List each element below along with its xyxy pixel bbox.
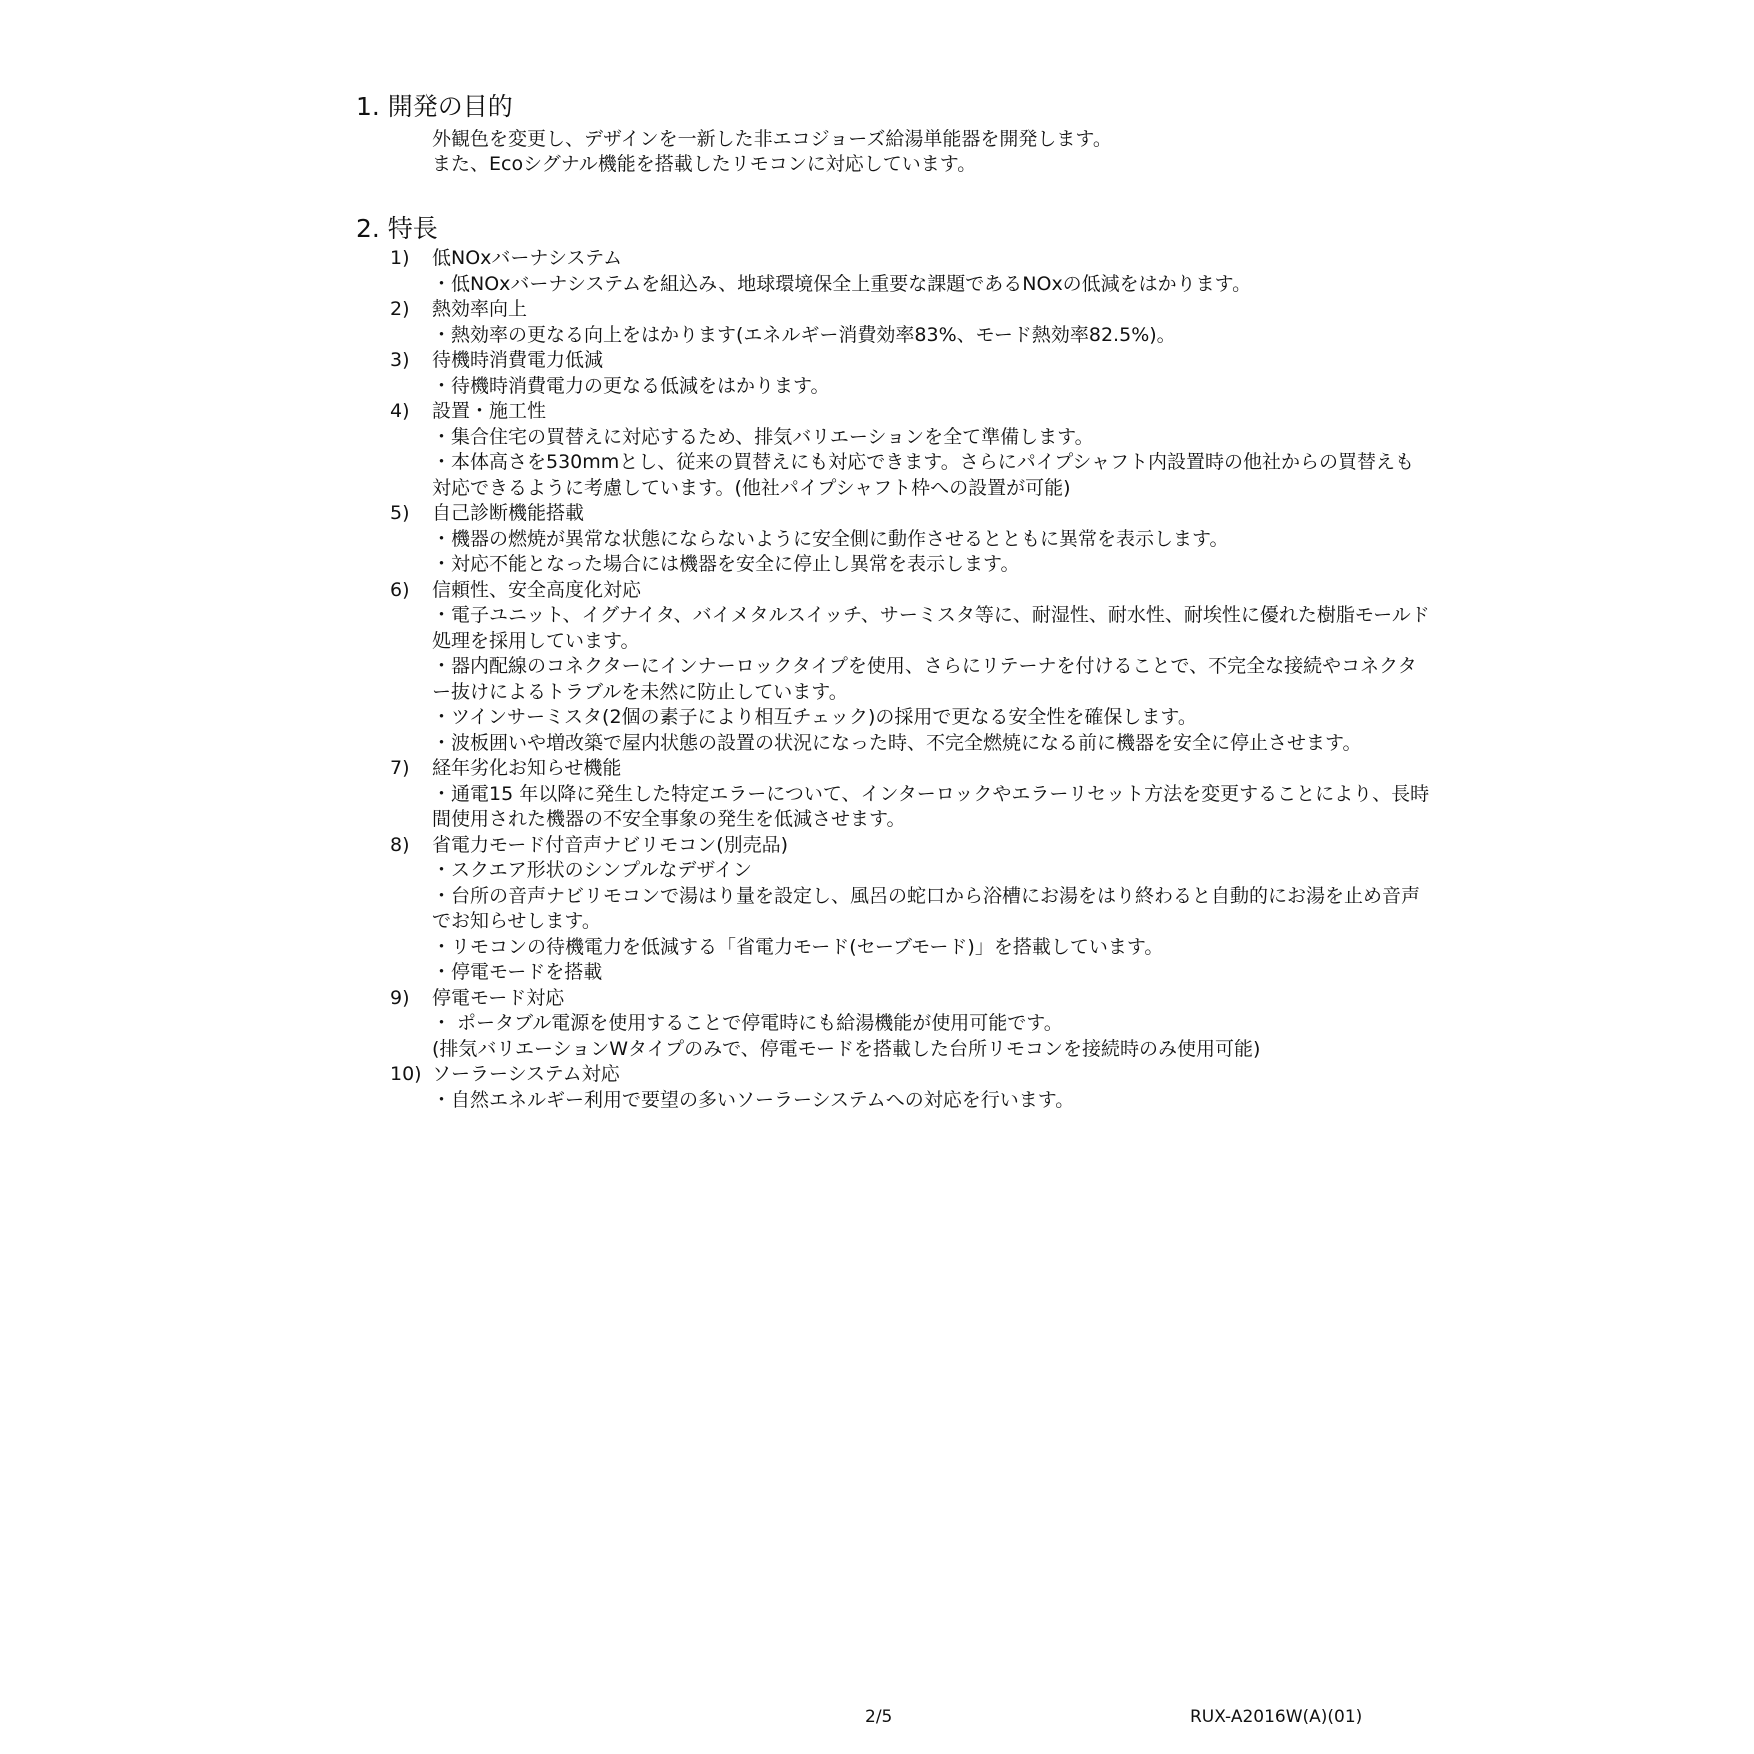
feature-item-number: 6) <box>390 578 410 601</box>
feature-bullet: ・器内配線のコネクターにインナーロックタイプを使用、さらにリテーナを付けることで、不完全な接続やコネクター抜けによるトラブルを未然に防止しています。 <box>432 655 1417 703</box>
feature-bullet: ・本体高さを530mmとし、従来の買替えにも対応できます。さらにパイプシャフト内設置時の他社からの買替えも対応できるように考慮しています。(他社パイプシャフト枠への設置が可能) <box>432 451 1415 499</box>
feature-item-heading <box>390 986 1430 1012</box>
feature-item-title: ソーラーシステム対応 <box>432 1063 620 1085</box>
feature-item-heading <box>390 501 1430 527</box>
feature-item-number: 5) <box>390 502 410 524</box>
section-1-line-2: また、Ecoシグナル機能を搭載したリモコンに対応しています。 <box>432 153 977 175</box>
feature-item-heading <box>390 297 1430 323</box>
feature-item-title: 熱効率向上 <box>432 298 528 320</box>
feature-item <box>390 246 1430 297</box>
feature-item-heading <box>390 246 1430 272</box>
feature-bullet: ・ ポータブル電源を使用することで停電時にも給湯機能が使用可能です。 <box>432 1012 1063 1034</box>
section-2-title: 2. 特長 <box>356 214 438 243</box>
section-1-line-1: 外観色を変更し、デザインを一新した非エコジョーズ給湯単能器を開発します。 <box>432 128 1112 150</box>
feature-item-title: 経年劣化お知らせ機能 <box>432 757 622 779</box>
feature-item <box>390 756 1430 833</box>
feature-bullet: ・自然エネルギー利用で要望の多いソーラーシステムへの対応を行います。 <box>432 1088 1075 1111</box>
feature-bullet: ・波板囲いや増改築で屋内状態の設置の状況になった時、不完全燃焼になる前に機器を安全に停止させます。 <box>432 731 1362 754</box>
feature-item-number: 3) <box>390 349 410 371</box>
feature-item <box>390 578 1430 757</box>
feature-item <box>390 986 1430 1063</box>
feature-bullet: (排気バリエーションWタイプのみで、停電モードを搭載した台所リモコンを接続時のみ使用可能) <box>432 1037 1261 1060</box>
feature-item-title: 省電力モード付音声ナビリモコン(別売品) <box>432 833 789 856</box>
feature-item <box>390 348 1430 399</box>
feature-item-number: 4) <box>390 400 410 422</box>
feature-bullet: ・ツインサーミスタ(2個の素子により相互チェック)の採用で更なる安全性を確保します。 <box>432 706 1197 728</box>
feature-bullet: ・待機時消費電力の更なる低減をはかります。 <box>432 374 830 397</box>
feature-item-title: 停電モード対応 <box>432 986 565 1009</box>
feature-bullet: ・リモコンの待機電力を低減する「省電力モード(セーブモード)」を搭載しています。 <box>432 935 1164 958</box>
feature-bullet: ・低NOxバーナシステムを組込み、地球環境保全上重要な課題であるNOxの低減をはかります。 <box>432 272 1252 295</box>
feature-bullet: ・電子ユニット、イグナイタ、バイメタルスイッチ、サーミスタ等に、耐湿性、耐水性、耐埃性に優れた樹脂モールド処理を採用しています。 <box>432 604 1430 652</box>
feature-list <box>390 246 1430 1113</box>
feature-bullet: ・対応不能となった場合には機器を安全に停止し異常を表示します。 <box>432 553 1020 575</box>
section-1-title: 1. 開発の目的 <box>356 92 513 121</box>
feature-item-number: 2) <box>390 298 410 320</box>
feature-item <box>390 1062 1430 1113</box>
feature-item-number: 7) <box>390 757 410 779</box>
feature-bullet: ・機器の燃焼が異常な状態にならないように安全側に動作させるとともに異常を表示します。 <box>432 527 1229 550</box>
feature-item-heading <box>390 578 1430 604</box>
feature-bullet: ・台所の音声ナビリモコンで湯はり量を設定し、風呂の蛇口から浴槽にお湯をはり終わると自動的にお湯を止め音声でお知らせします。 <box>432 884 1421 932</box>
feature-item-heading <box>390 399 1430 425</box>
feature-item-title: 待機時消費電力低減 <box>432 349 604 371</box>
feature-item-number: 1) <box>390 247 410 269</box>
feature-item-heading <box>390 833 1430 859</box>
feature-item-title: 信頼性、安全高度化対応 <box>432 578 642 601</box>
feature-item-number: 10) <box>390 1063 422 1085</box>
feature-bullet: ・熱効率の更なる向上をはかります(エネルギー消費効率83%、モード熱効率82.5%)。 <box>432 323 1176 346</box>
feature-item-title: 低NOxバーナシステム <box>432 247 623 269</box>
document-id: RUX-A2016W(A)(01) <box>1190 1707 1363 1727</box>
feature-bullet: ・集合住宅の買替えに対応するため、排気バリエーションを全て準備します。 <box>432 425 1094 448</box>
feature-item-title: 設置・施工性 <box>432 400 547 422</box>
feature-item <box>390 297 1430 348</box>
feature-item <box>390 833 1430 986</box>
page-number: 2/5 <box>865 1707 893 1727</box>
feature-item-number: 9) <box>390 986 410 1009</box>
feature-item-heading <box>390 756 1430 782</box>
feature-item-heading <box>390 348 1430 374</box>
feature-item-title: 自己診断機能搭載 <box>432 502 585 524</box>
feature-bullet: ・スクエア形状のシンプルなデザイン <box>432 859 753 881</box>
feature-item-heading <box>390 1062 1430 1088</box>
feature-bullet: ・通電15 年以降に発生した特定エラーについて、インターロックやエラーリセット方法を変更することにより、長時間使用された機器の不安全事象の発生を低減させます。 <box>432 782 1430 830</box>
feature-item <box>390 399 1430 501</box>
feature-bullet: ・停電モードを搭載 <box>432 961 603 983</box>
feature-item-number: 8) <box>390 833 410 856</box>
feature-item <box>390 501 1430 578</box>
